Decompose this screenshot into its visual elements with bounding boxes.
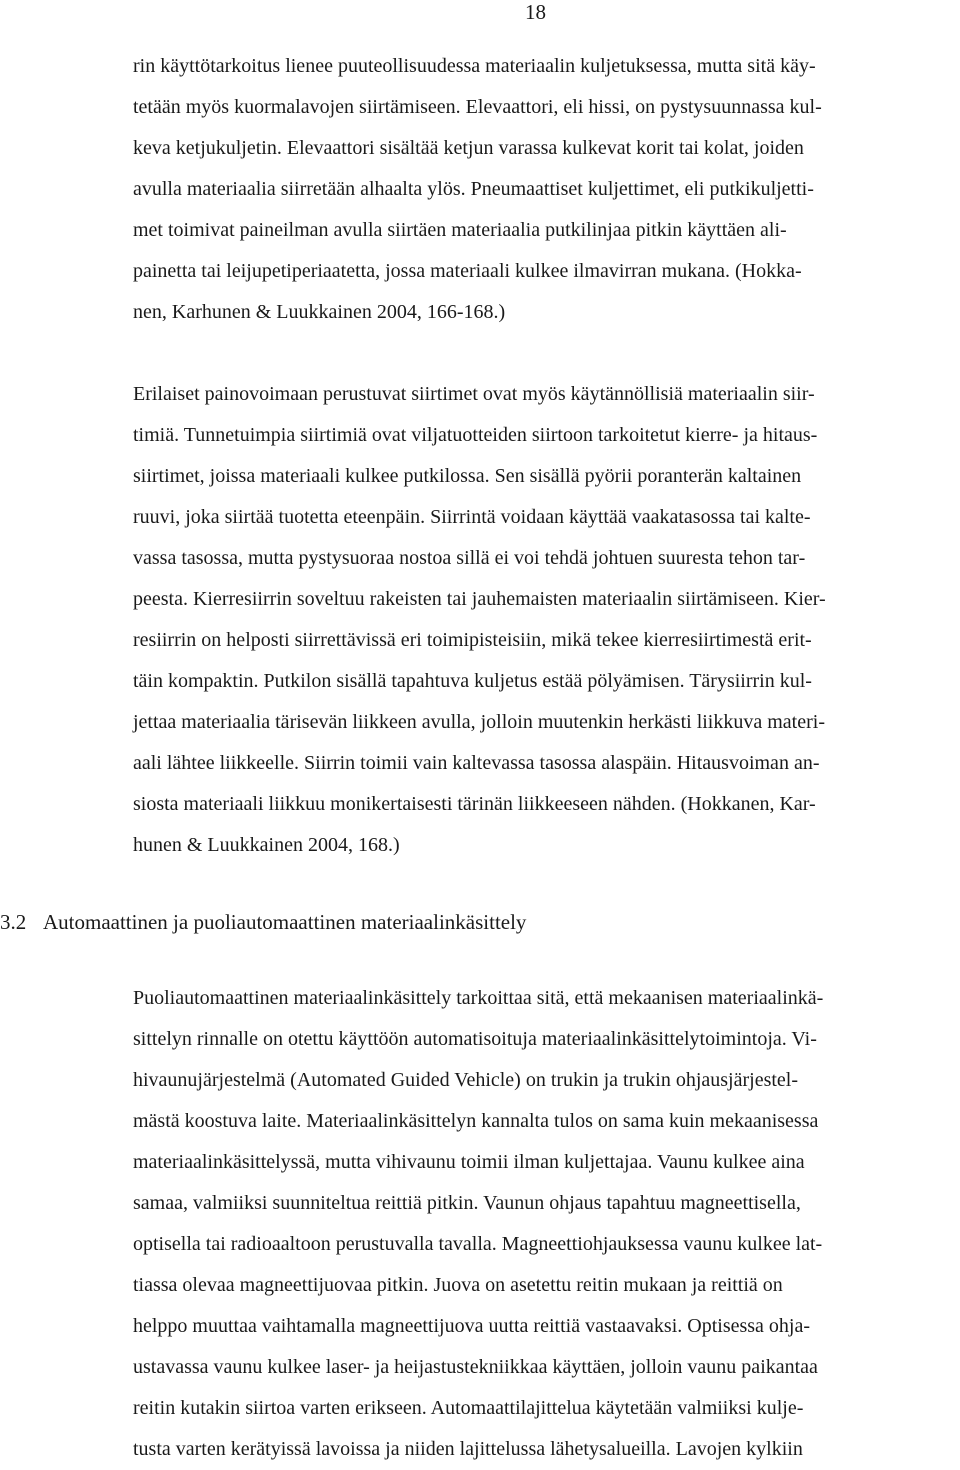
text-line: sittelyn rinnalle on otettu käyttöön automatisoituja materiaalinkäsittelytoimintoja. Vi- [133,1028,817,1050]
text-line: tetään myös kuormalavojen siirtämiseen. Elevaattori, eli hissi, on pystysuunnassa kul- [133,96,822,118]
text-line: mästä koostuva laite. Materiaalinkäsittelyn kannalta tulos on sama kuin mekaanisessa [133,1110,819,1132]
text-line: ustavassa vaunu kulkee laser- ja heijastustekniikkaa käyttäen, jolloin vaunu paikantaa [133,1356,818,1378]
text-line: jettaa materiaalia tärisevän liikkeen avulla, jolloin muutenkin herkästi liikkuva materi- [133,711,825,733]
section-paragraph [133,978,933,1470]
text-line: vassa tasossa, mutta pystysuoraa nostoa sillä ei voi tehdä johtuen suuresta tehon tar- [133,547,806,569]
section-title: Automaattinen ja puoliautomaattinen materiaalinkäsittely [43,910,527,934]
text-line: resiirrin on helposti siirrettävissä eri toimipisteisiin, mikä tekee kierresiirtimestä erit- [133,629,812,651]
text-line: Puoliautomaattinen materiaalinkäsittely tarkoittaa sitä, että mekaanisen materiaalinkä- [133,987,824,1009]
text-line: avulla materiaalia siirretään alhaalta ylös. Pneumaattiset kuljettimet, eli putkikuljetti- [133,178,814,200]
text-line: optisella tai radioaaltoon perustuvalla tavalla. Magneettiohjauksessa vaunu kulkee lat- [133,1233,823,1255]
text-line: tusta varten kerätyissä lavoissa ja niiden lajittelussa lähetysalueilla. Lavojen kylkiin [133,1438,803,1460]
text-line: täin kompaktin. Putkilon sisällä tapahtuva kuljetus estää pölyämisen. Tärysiirrin kul- [133,670,812,692]
body-paragraph-2 [133,374,933,866]
text-line: keva ketjukuljetin. Elevaattori sisältää ketjun varassa kulkevat korit tai kolat, joiden [133,137,804,159]
text-line: siosta materiaali liikkuu monikertaisesti tärinän liikkeeseen nähden. (Hokkanen, Kar- [133,793,816,815]
text-line: aali lähtee liikkeelle. Siirrin toimii vain kaltevassa tasossa alaspäin. Hitausvoiman an- [133,752,820,774]
text-line: reitin kutakin siirtoa varten erikseen. Automaattilajittelua käytetään valmiiksi kulje- [133,1397,804,1419]
text-line: painetta tai leijupetiperiaatetta, jossa materiaali kulkee ilmavirran mukana. (Hokka- [133,260,802,282]
text-line: Erilaiset painovoimaan perustuvat siirtimet ovat myös käytännöllisiä materiaalin siir- [133,383,815,405]
text-line: siirtimet, joissa materiaali kulkee putkilossa. Sen sisällä pyörii poranterän kaltainen [133,465,802,487]
text-line: met toimivat paineilman avulla siirtäen materiaalia putkilinjaa pitkin käyttäen ali- [133,219,787,241]
text-line: materiaalinkäsittelyssä, mutta vihivaunu toimii ilman kuljettajaa. Vaunu kulkee aina [133,1151,805,1173]
section-number: 3.2 [0,910,27,934]
body-paragraph-1 [133,46,933,333]
section-heading [0,904,526,940]
text-line: hunen & Luukkainen 2004, 168.) [133,834,400,856]
text-line: peesta. Kierresiirrin soveltuu rakeisten tai jauhemaisten materiaalin siirtämiseen. Kier- [133,588,826,610]
text-line: samaa, valmiiksi suunniteltua reittiä pitkin. Vaunun ohjaus tapahtuu magneettisella, [133,1192,801,1214]
page-number: 18 [525,0,546,24]
text-line: ruuvi, joka siirtää tuotetta eteenpäin. Siirrintä voidaan käyttää vaakatasossa tai kalte- [133,506,811,528]
text-line: nen, Karhunen & Luukkainen 2004, 166-168.) [133,301,506,323]
text-line: helppo muuttaa vaihtamalla magneettijuova uutta reittiä vastaavaksi. Optisessa ohja- [133,1315,811,1337]
text-line: tiassa olevaa magneettijuovaa pitkin. Juova on asetettu reitin mukaan ja reittiä on [133,1274,783,1296]
text-line: hivaunujärjestelmä (Automated Guided Vehicle) on trukin ja trukin ohjausjärjestel- [133,1069,798,1091]
text-line: timiä. Tunnetuimpia siirtimiä ovat viljatuotteiden siirtoon tarkoitetut kierre- ja hitaus- [133,424,818,446]
text-line: rin käyttötarkoitus lienee puuteollisuudessa materiaalin kuljetuksessa, mutta sitä käy- [133,55,816,77]
